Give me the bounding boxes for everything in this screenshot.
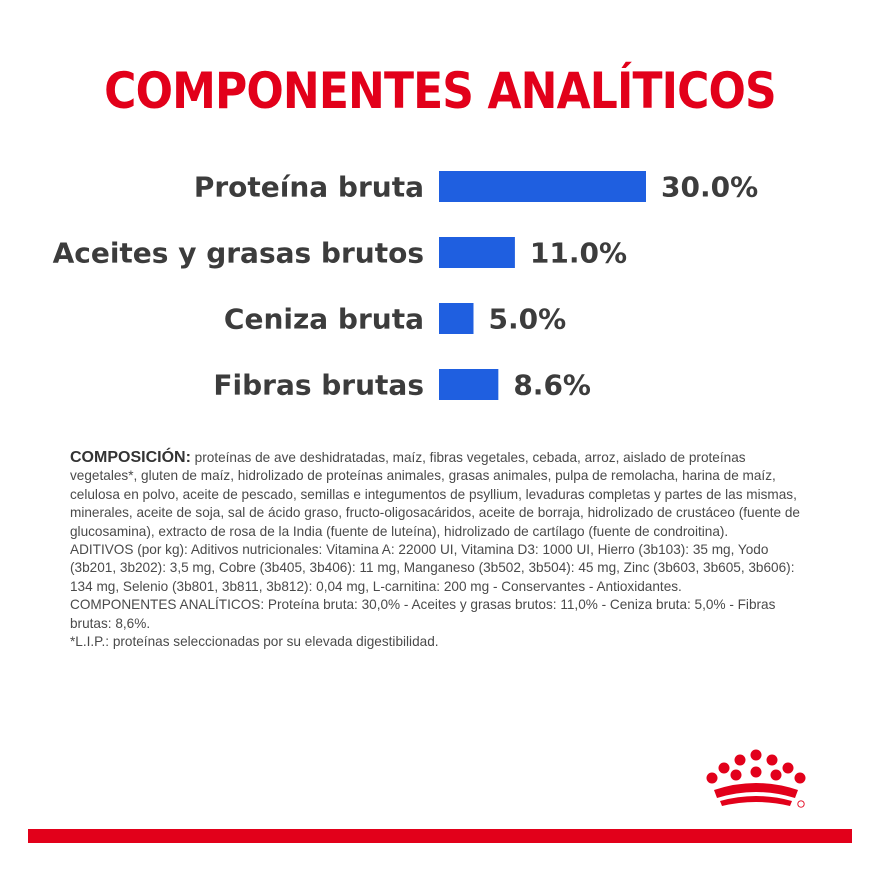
category-label: Ceniza bruta: [223, 302, 424, 336]
footnote-paragraph: *L.I.P.: proteínas seleccionadas por su elevada digestibilidad.: [70, 634, 439, 650]
value-label: 5.0%: [488, 302, 567, 336]
value-label: 8.6%: [513, 368, 591, 402]
value-label: 11.0%: [529, 236, 628, 270]
bar: [439, 237, 515, 268]
page-title: COMPONENTES ANALÍTICOS: [104, 62, 776, 120]
bar: [439, 171, 646, 202]
composition-ingredients: proteínas de ave deshidratadas, maíz, fibras vegetales, cebada, arroz, aislado de proteínas vegetales*, gluten de maíz, hidrolizado de proteínas animales, grasas animales, pulpa de remolacha, harina de maíz, celulosa en polvo, aceite de pescado, semillas e integumentos de psyllium, levaduras completas y partes de las mismas, minerales, aceite de soja, sal de ácido graso, fructo-oligosacáridos, aceite de borraja, hidrolizado de crustáceo (fuente de glucosamina), extracto de rosa de la India (fuente de luteína), hidrolizado de cartílago (fuente de condroitina).: [70, 450, 800, 539]
additives-paragraph: ADITIVOS (por kg): Aditivos nutricionales: Vitamina A: 22000 UI, Vitamina D3: 1000 UI, Hierro (3b103): 35 mg, Yodo (3b201, 3b202): 3,5 mg, Cobre (3b405, 3b406): 11 mg, Manganeso (3b502, 3b504): 45 mg, Zinc (3b603, 3b605, 3b606): 134 mg, Selenio (3b801, 3b811, 3b812): 0,04 mg, L-carnitina: 200 mg - Conservantes - Antioxidantes.: [70, 542, 795, 594]
category-label: Fibras brutas: [213, 368, 424, 402]
category-label: Aceites y grasas brutos: [52, 236, 424, 270]
category-label: Proteína bruta: [193, 170, 424, 204]
footer-bar: [28, 829, 852, 843]
composition-block: [70, 449, 815, 651]
composition-label: COMPOSICIÓN:: [70, 449, 191, 466]
bar: [439, 369, 498, 400]
composition-paragraph: [70, 449, 815, 541]
crown-icon: [700, 748, 812, 810]
analytical-bar-chart: [0, 150, 880, 410]
bar: [439, 303, 474, 334]
value-label: 30.0%: [661, 170, 759, 204]
analytical-paragraph: COMPONENTES ANALÍTICOS: Proteína bruta: 30,0% - Aceites y grasas brutos: 11,0% - Ceniza bruta: 5,0% - Fibras brutas: 8,6%.: [70, 597, 776, 631]
